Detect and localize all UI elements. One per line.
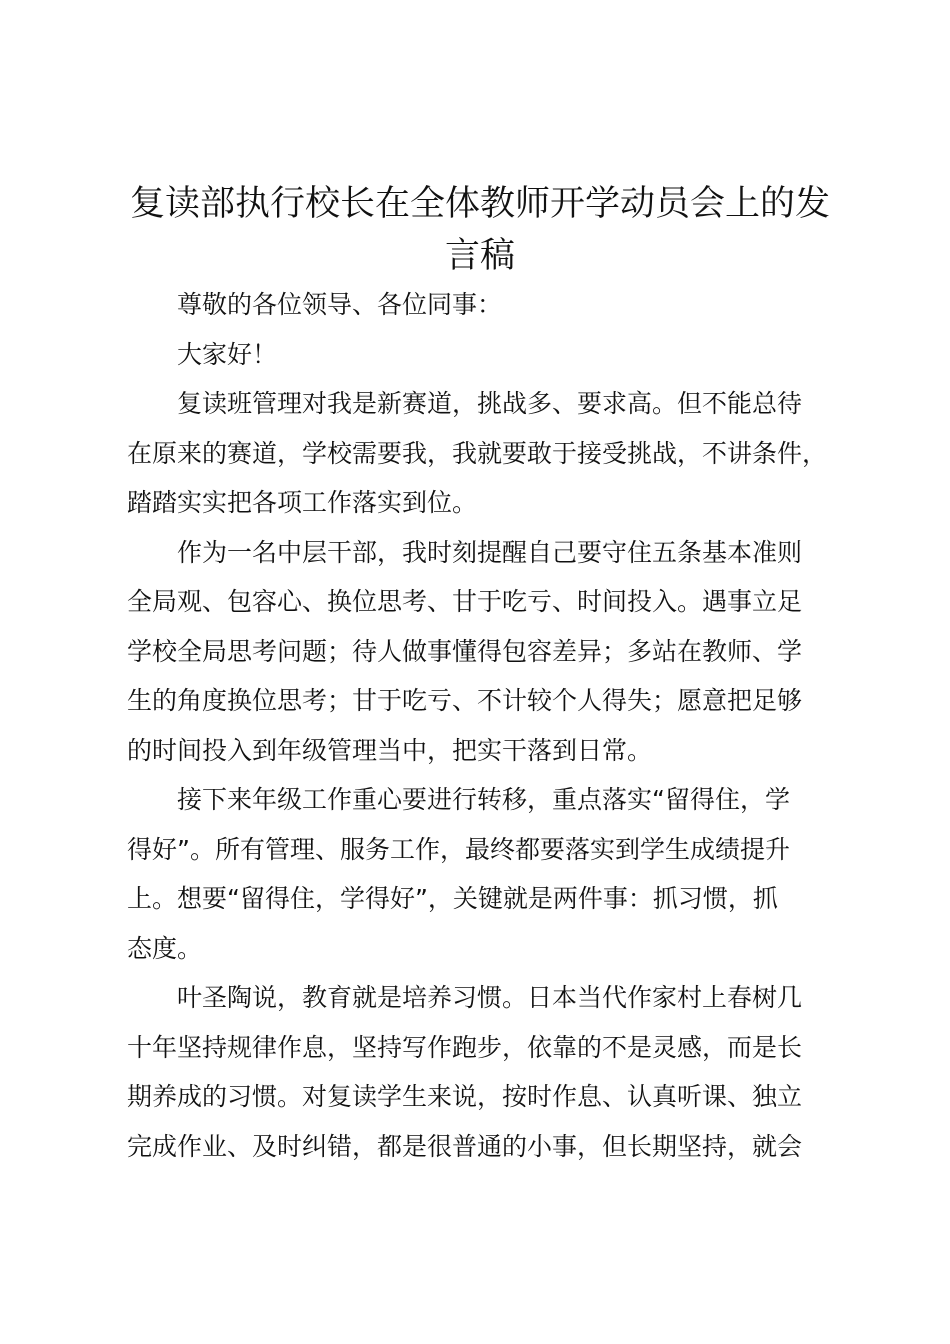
paragraph-line: 作为一名中层干部，我时刻提醒自己要守住五条基本准则: [177, 537, 803, 567]
paragraph: [127, 775, 837, 973]
paragraph-salutation: [127, 280, 837, 330]
paragraph-line: 态度。: [127, 933, 203, 963]
paragraph-line: 学校全局思考问题；待人做事懂得包容差异；多站在教师、学: [127, 636, 803, 666]
paragraph-line: 全局观、包容心、换位思考、甘于吃亏、时间投入。遇事立足: [127, 587, 803, 616]
paragraph-line: 大家好！: [177, 339, 278, 369]
paragraph-line: 尊敬的各位领导、各位同事：: [177, 290, 503, 319]
paragraph-line: 完成作业、及时纠错，都是很普通的小事，但长期坚持，就会: [127, 1131, 803, 1161]
title-line-1: 复读部执行校长在全体教师开学动员会上的发: [129, 184, 830, 224]
paragraph-line: 生的角度换位思考；甘于吃亏、不计较个人得失；愿意把足够: [127, 686, 803, 715]
paragraph: [127, 379, 837, 528]
paragraph: [127, 528, 837, 776]
paragraph-line: 期养成的习惯。对复读学生来说，按时作息、认真听课、独立: [127, 1082, 803, 1111]
paragraph-line: 在原来的赛道，学校需要我，我就要敢于接受挑战，不讲条件，: [127, 438, 828, 468]
paragraph-line: 得好”。所有管理、服务工作，最终都要落实到学生成绩提升: [127, 834, 790, 864]
paragraph-line: 踏踏实实把各项工作落实到位。: [127, 488, 478, 517]
paragraph: [127, 973, 837, 1171]
paragraph-line: 叶圣陶说，教育就是培养习惯。日本当代作家村上春树几: [177, 983, 803, 1012]
paragraph-greeting: [127, 330, 837, 380]
paragraph-line: 接下来年级工作重心要进行转移，重点落实“留得住，学: [177, 785, 790, 814]
document-title: [110, 178, 850, 282]
title-line-2: 言稿: [444, 236, 515, 276]
paragraph-line: 的时间投入到年级管理当中，把实干落到日常。: [127, 735, 653, 765]
paragraph-line: 上。想要“留得住，学得好”，关键就是两件事：抓习惯，抓: [127, 884, 778, 913]
document-body: [127, 280, 837, 1171]
paragraph-line: 复读班管理对我是新赛道，挑战多、要求高。但不能总待: [177, 389, 803, 418]
paragraph-line: 十年坚持规律作息，坚持写作跑步，依靠的不是灵感，而是长: [127, 1032, 803, 1062]
